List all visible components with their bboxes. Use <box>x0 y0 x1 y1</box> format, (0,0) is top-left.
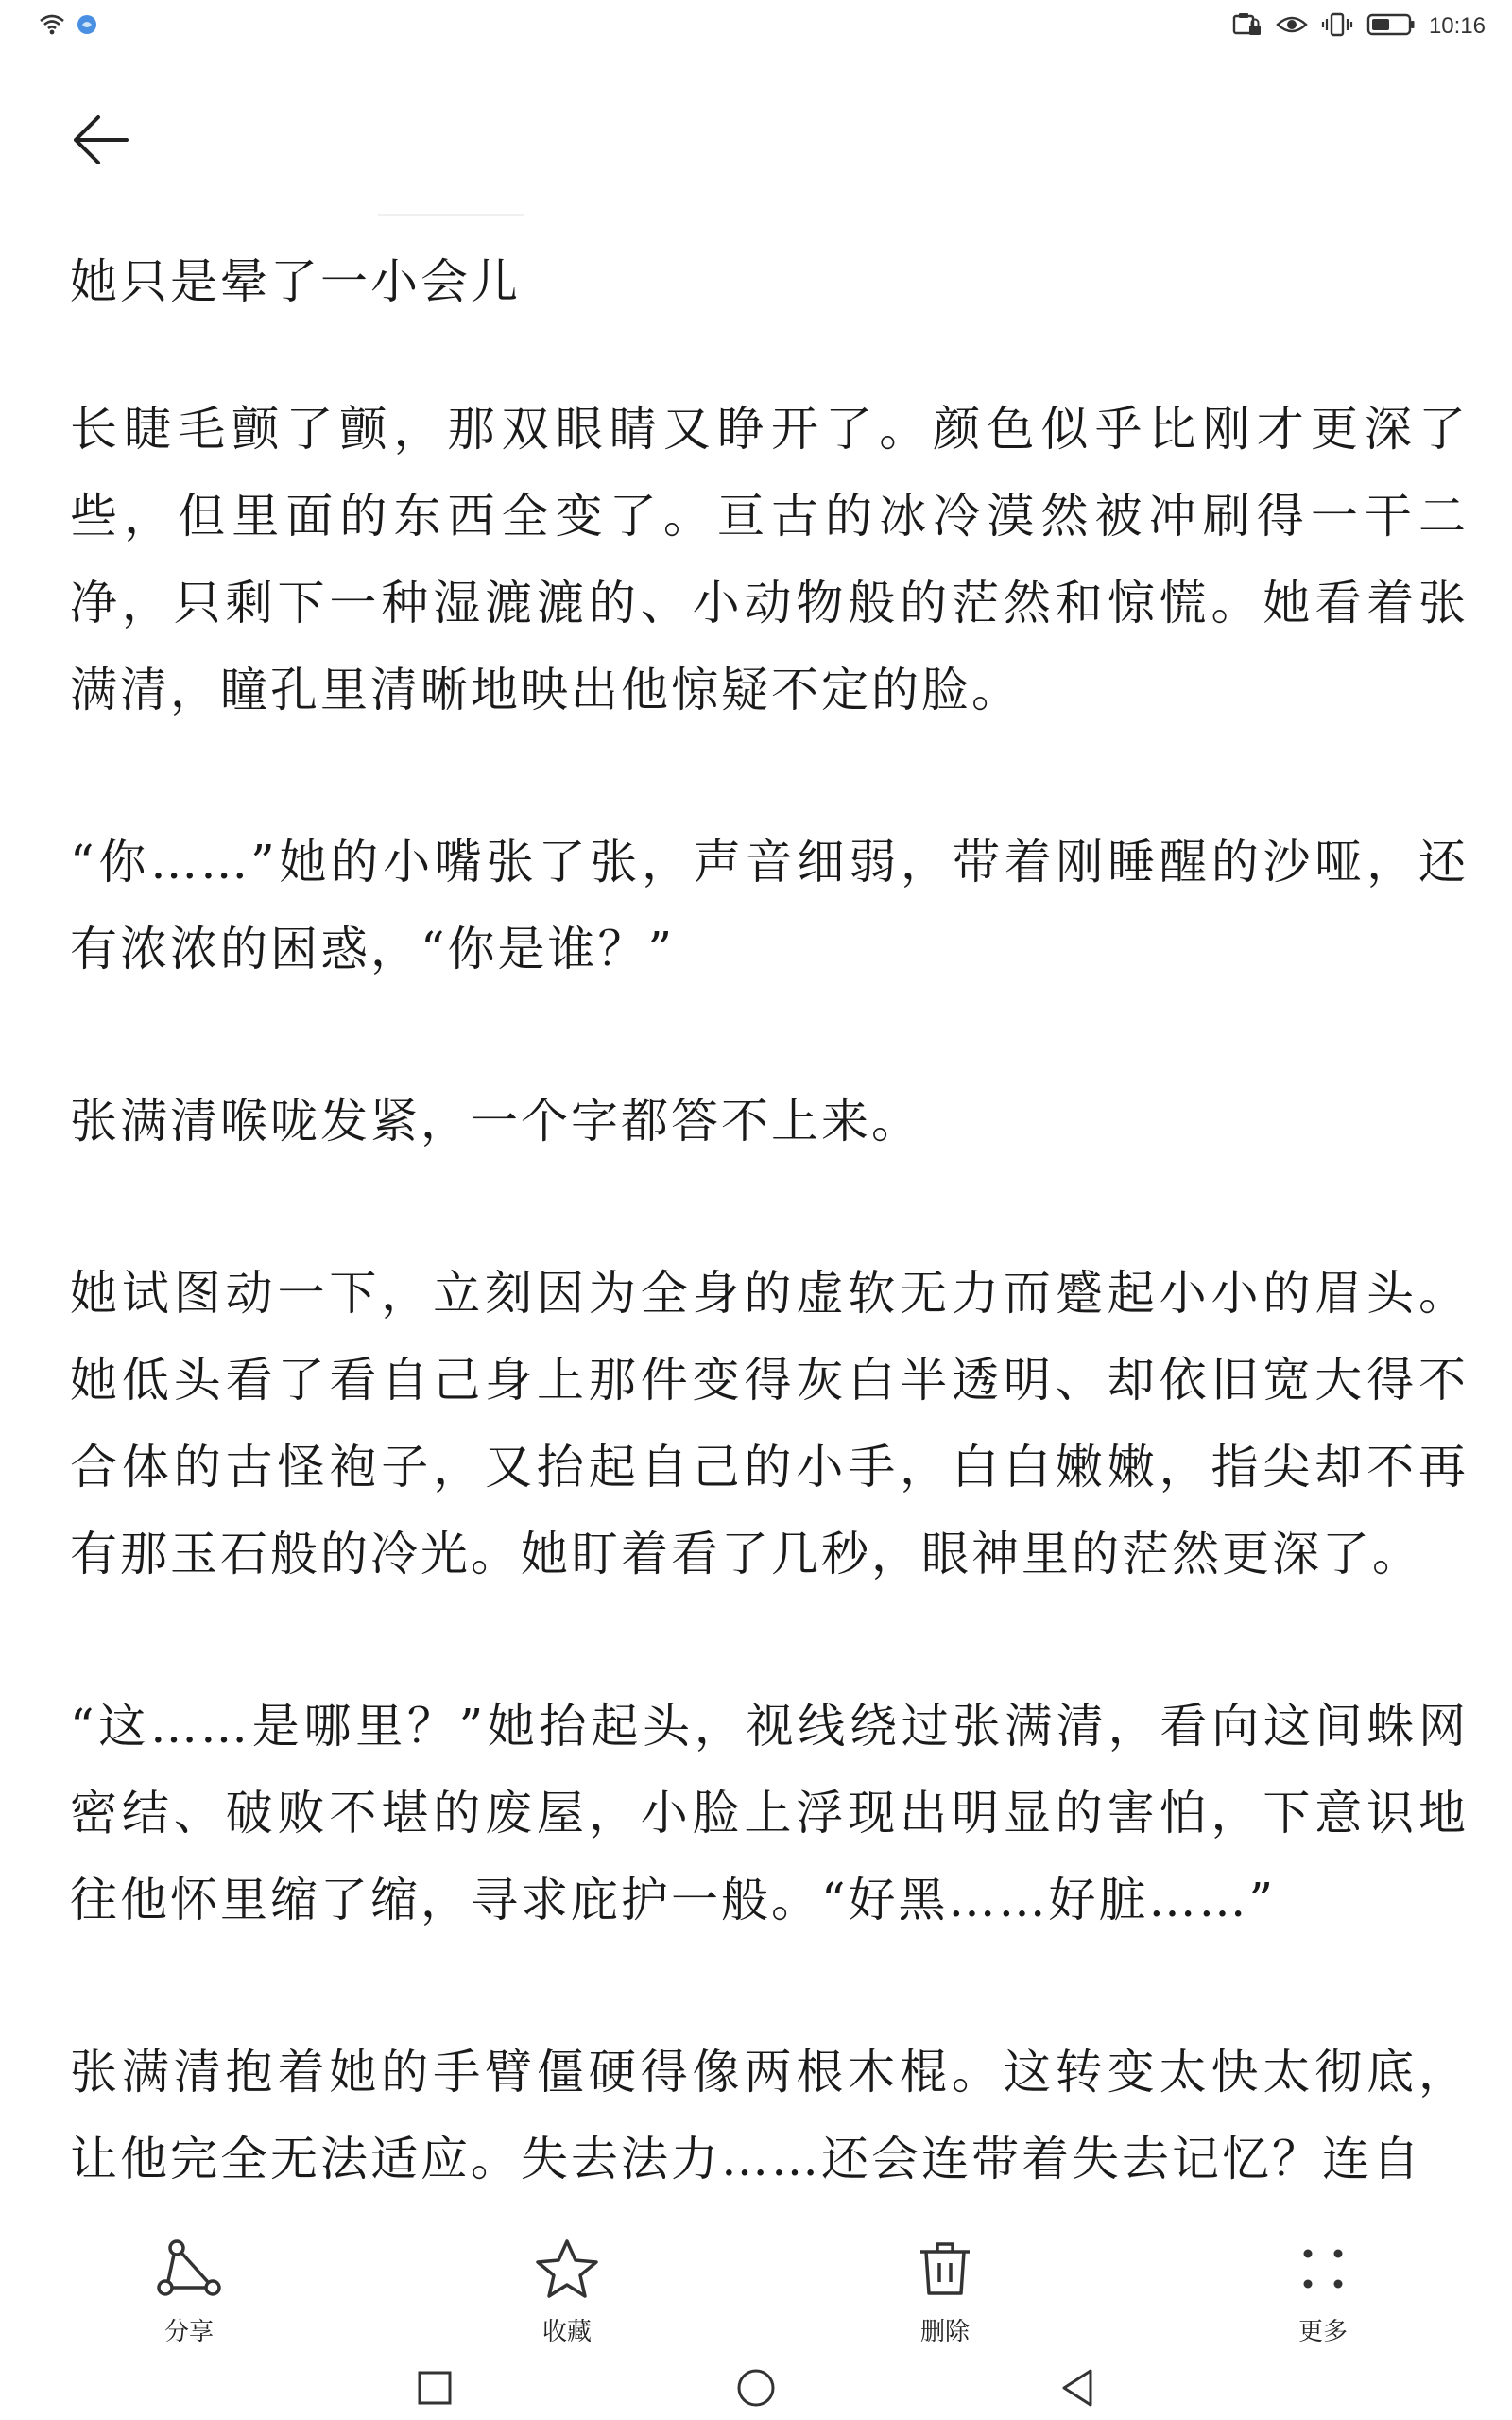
notification-dot-icon <box>76 13 98 40</box>
paragraph: 长睫毛颤了颤，那双眼睛又睁开了。颜色似乎比刚才更深了些，但里面的东西全变了。亘古的冰冷漠然被冲刷得一干二净，只剩下一种湿漉漉的、小动物般的茫然和惊慌。她看着张满清，瞳孔里清晰地映出他惊疑不定的脸。 <box>70 402 1469 717</box>
note-content[interactable] <box>70 244 1469 2210</box>
battery-icon <box>1366 11 1416 42</box>
status-left <box>38 13 98 40</box>
paragraph: “你……”她的小嘴张了张，声音细弱，带着刚睡醒的沙哑，还有浓浓的困惑，“你是谁？” <box>70 835 1469 977</box>
vibrate-icon <box>1321 11 1353 42</box>
note-title: 她只是晕了一小会儿 <box>70 254 521 309</box>
share-button[interactable] <box>0 2212 378 2354</box>
favorite-label: 收藏 <box>541 2318 592 2346</box>
more-dots-icon <box>1289 2235 1357 2303</box>
share-icon <box>155 2235 223 2303</box>
clipboard-lock-icon <box>1230 11 1263 42</box>
circle-icon <box>735 2367 777 2412</box>
status-right <box>1230 11 1486 42</box>
bottom-toolbar <box>0 2212 1512 2354</box>
header-divider <box>378 214 524 216</box>
recents-button[interactable] <box>406 2361 463 2418</box>
status-bar <box>0 0 1512 60</box>
square-icon <box>416 2369 454 2411</box>
share-label: 分享 <box>163 2318 214 2346</box>
delete-label: 删除 <box>919 2318 970 2346</box>
delete-button[interactable] <box>756 2212 1134 2354</box>
star-icon <box>533 2235 601 2303</box>
eye-icon <box>1276 13 1308 40</box>
paragraph: “这……是哪里？”她抬起头，视线绕过张满清，看向这间蛛网密结、破败不堪的废屋，小脸上浮现出明显的害怕，下意识地往他怀里缩了缩，寻求庇护一般。“好黑……好脏……” <box>70 1699 1469 1927</box>
back-button[interactable] <box>62 104 138 180</box>
paragraph: 张满清抱着她的手臂僵硬得像两根木棍。这转变太快太彻底，让他完全无法适应。失去法力……还会连带着失去记忆？连自 <box>70 2045 1469 2187</box>
triangle-back-icon <box>1058 2367 1096 2412</box>
more-button[interactable] <box>1134 2212 1512 2354</box>
navigation-bar <box>0 2354 1512 2420</box>
arrow-left-icon <box>70 113 130 170</box>
paragraph: 她试图动一下，立刻因为全身的虚软无力而蹙起小小的眉头。她低头看了看自己身上那件变得灰白半透明、却依旧宽大得不合体的古怪袍子，又抬起自己的小手，白白嫩嫩，指尖却不再有那玉石般的冷光。她盯着看了几秒，眼神里的茫然更深了。 <box>70 1266 1469 1582</box>
wifi-icon <box>38 13 66 40</box>
home-button[interactable] <box>728 2361 784 2418</box>
paragraph: 张满清喉咙发紧，一个字都答不上来。 <box>70 1094 921 1149</box>
status-time: 10:16 <box>1428 13 1486 39</box>
more-label: 更多 <box>1297 2318 1348 2346</box>
trash-icon <box>911 2235 979 2303</box>
nav-back-button[interactable] <box>1049 2361 1106 2418</box>
favorite-button[interactable] <box>378 2212 756 2354</box>
